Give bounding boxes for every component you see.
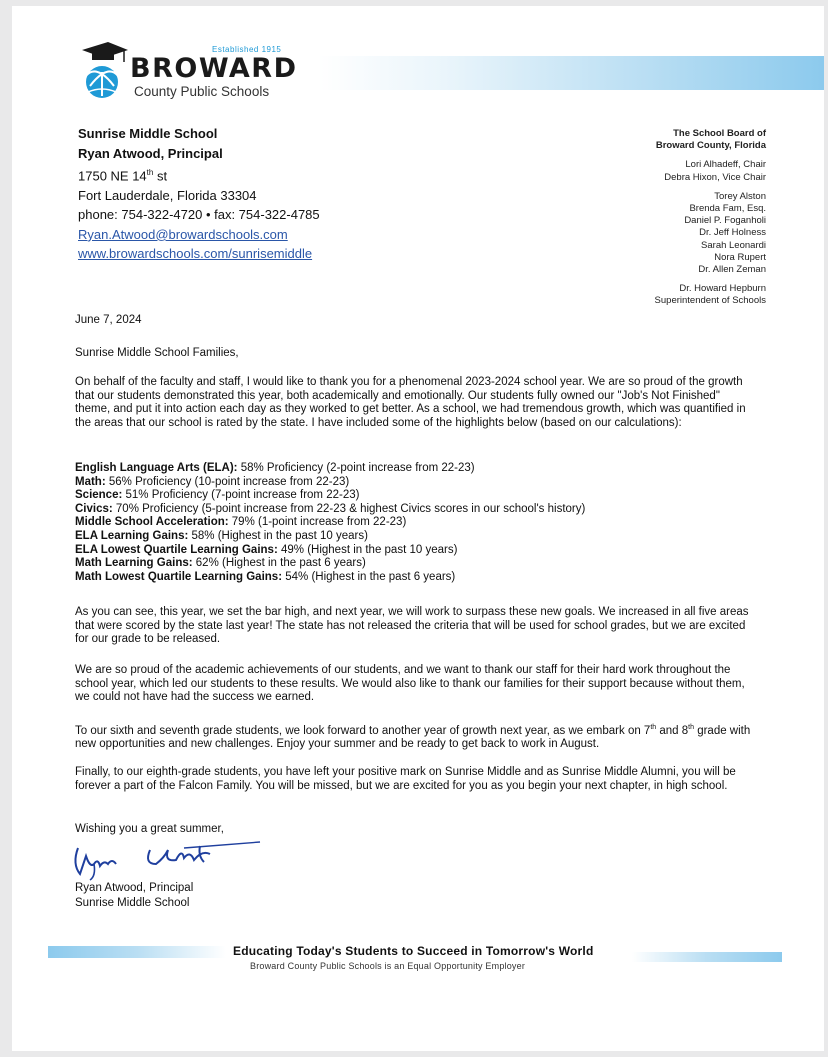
letter-page xyxy=(12,6,824,1051)
paragraph-4: To our sixth and seventh grade students, we look forward to another year of growth next year, as we embark on 7th and 8th grade with new opportunities and new challenges. Enjoy your summer and be ready to get back to work in August. xyxy=(75,724,751,751)
highlight-item: Math Lowest Quartile Learning Gains: 54% (Highest in the past 6 years) xyxy=(75,570,456,583)
paragraph-2: As you can see, this year, we set the bar high, and next year, we will work to surpass these new goals. We increased in all five areas that were scored by the state last year! The state has not released the criteria that will be used for school grades, but we are excited for our grade to be released. xyxy=(75,606,749,646)
salutation: Sunrise Middle School Families, xyxy=(75,347,239,359)
highlight-item: ELA Lowest Quartile Learning Gains: 49% (Highest in the past 10 years) xyxy=(75,543,458,556)
highlight-item: Civics: 70% Proficiency (5-point increase from 22-23 & highest Civics scores in our school's history) xyxy=(75,502,586,515)
highlight-item: English Language Arts (ELA): 58% Proficiency (2-point increase from 22-23) xyxy=(75,462,475,474)
footer-gradient-bar-right xyxy=(632,952,782,962)
city-address: Fort Lauderdale, Florida 33304 xyxy=(78,187,257,203)
school-name: Sunrise Middle School xyxy=(78,126,218,141)
paragraph-1: On behalf of the faculty and staff, I would like to thank you for a phenomenal 2023-2024 school year. We are so proud of the growth that our students demonstrated this year, both academically and emotionally. Our students fully owned our "Job's Not Finished" theme, and put it into action each day as they worked to get better. As a school, we had tremendous growth, which was quantified in the areas that our school is rated by the state. I have included some of the highlights below (based on our calculations): xyxy=(75,376,746,429)
header-gradient-bar xyxy=(318,56,824,90)
board-member: Dr. Allen Zeman xyxy=(698,264,766,276)
logo-subtitle: County Public Schools xyxy=(134,84,270,99)
signer-school: Sunrise Middle School xyxy=(75,896,190,909)
signature-image xyxy=(64,834,264,884)
board-member: Torey Alston xyxy=(714,190,766,202)
footer-slogan: Educating Today's Students to Succeed in Tomorrow's World xyxy=(233,944,594,958)
board-member: Brenda Fam, Esq. xyxy=(689,203,766,215)
street-address: 1750 NE 14th st xyxy=(78,168,168,184)
school-board-list xyxy=(655,128,766,308)
phone-fax: phone: 754-322-4720 • fax: 754-322-4785 xyxy=(78,207,320,223)
board-member: Nora Rupert xyxy=(714,251,766,263)
superintendent-title: Superintendent of Schools xyxy=(654,295,766,307)
closing-line: Wishing you a great summer, xyxy=(75,823,224,835)
footer-gradient-bar-left xyxy=(48,946,226,958)
superintendent-name: Dr. Howard Hepburn xyxy=(679,283,766,295)
email-link[interactable]: Ryan.Atwood@browardschools.com xyxy=(78,226,288,242)
board-vice-chair: Debra Hixon, Vice Chair xyxy=(664,171,766,183)
highlights-list xyxy=(75,462,755,584)
logo-name: BROWARD xyxy=(130,53,298,84)
signer-name: Ryan Atwood, Principal xyxy=(75,882,194,894)
footer-eoe-statement: Broward County Public Schools is an Equal Opportunity Employer xyxy=(250,961,526,971)
highlight-item: Math Learning Gains: 62% (Highest in the past 6 years) xyxy=(75,557,366,570)
broward-logo xyxy=(78,38,298,104)
board-member: Sarah Leonardi xyxy=(701,239,766,251)
grad-cap-palm-icon xyxy=(78,40,130,100)
board-title-line1: The School Board of xyxy=(673,128,766,139)
signer-block xyxy=(75,881,193,910)
website-link[interactable]: www.browardschools.com/sunrisemiddle xyxy=(78,246,313,262)
letter-date: June 7, 2024 xyxy=(75,314,142,326)
board-member: Dr. Jeff Holness xyxy=(699,227,766,239)
logo-established: Established 1915 xyxy=(212,45,282,54)
principal-name: Ryan Atwood, Principal xyxy=(78,145,223,161)
board-chair: Lori Alhadeff, Chair xyxy=(685,159,766,171)
school-contact-block xyxy=(78,124,320,264)
paragraph-3: We are so proud of the academic achievements of our students, and we want to thank our staff for their hard work throughout the school year, which led our students to these results. We would also like to thank our families for their support because without them, we could not have had the success we earned. xyxy=(75,664,745,704)
highlight-item: ELA Learning Gains: 58% (Highest in the past 10 years) xyxy=(75,529,368,542)
highlight-item: Science: 51% Proficiency (7-point increase from 22-23) xyxy=(75,489,360,502)
highlight-item: Middle School Acceleration: 79% (1-point increase from 22-23) xyxy=(75,516,407,529)
highlight-item: Math: 56% Proficiency (10-point increase from 22-23) xyxy=(75,475,350,488)
board-title-line2: Broward County, Florida xyxy=(655,140,766,152)
board-member: Daniel P. Foganholi xyxy=(684,215,766,227)
paragraph-5: Finally, to our eighth-grade students, you have left your positive mark on Sunrise Middle and as Sunrise Middle Alumni, you will be forever a part of the Falcon Family. You will be missed, but we are excited for you as you begin your next chapter, in high school. xyxy=(75,766,736,792)
